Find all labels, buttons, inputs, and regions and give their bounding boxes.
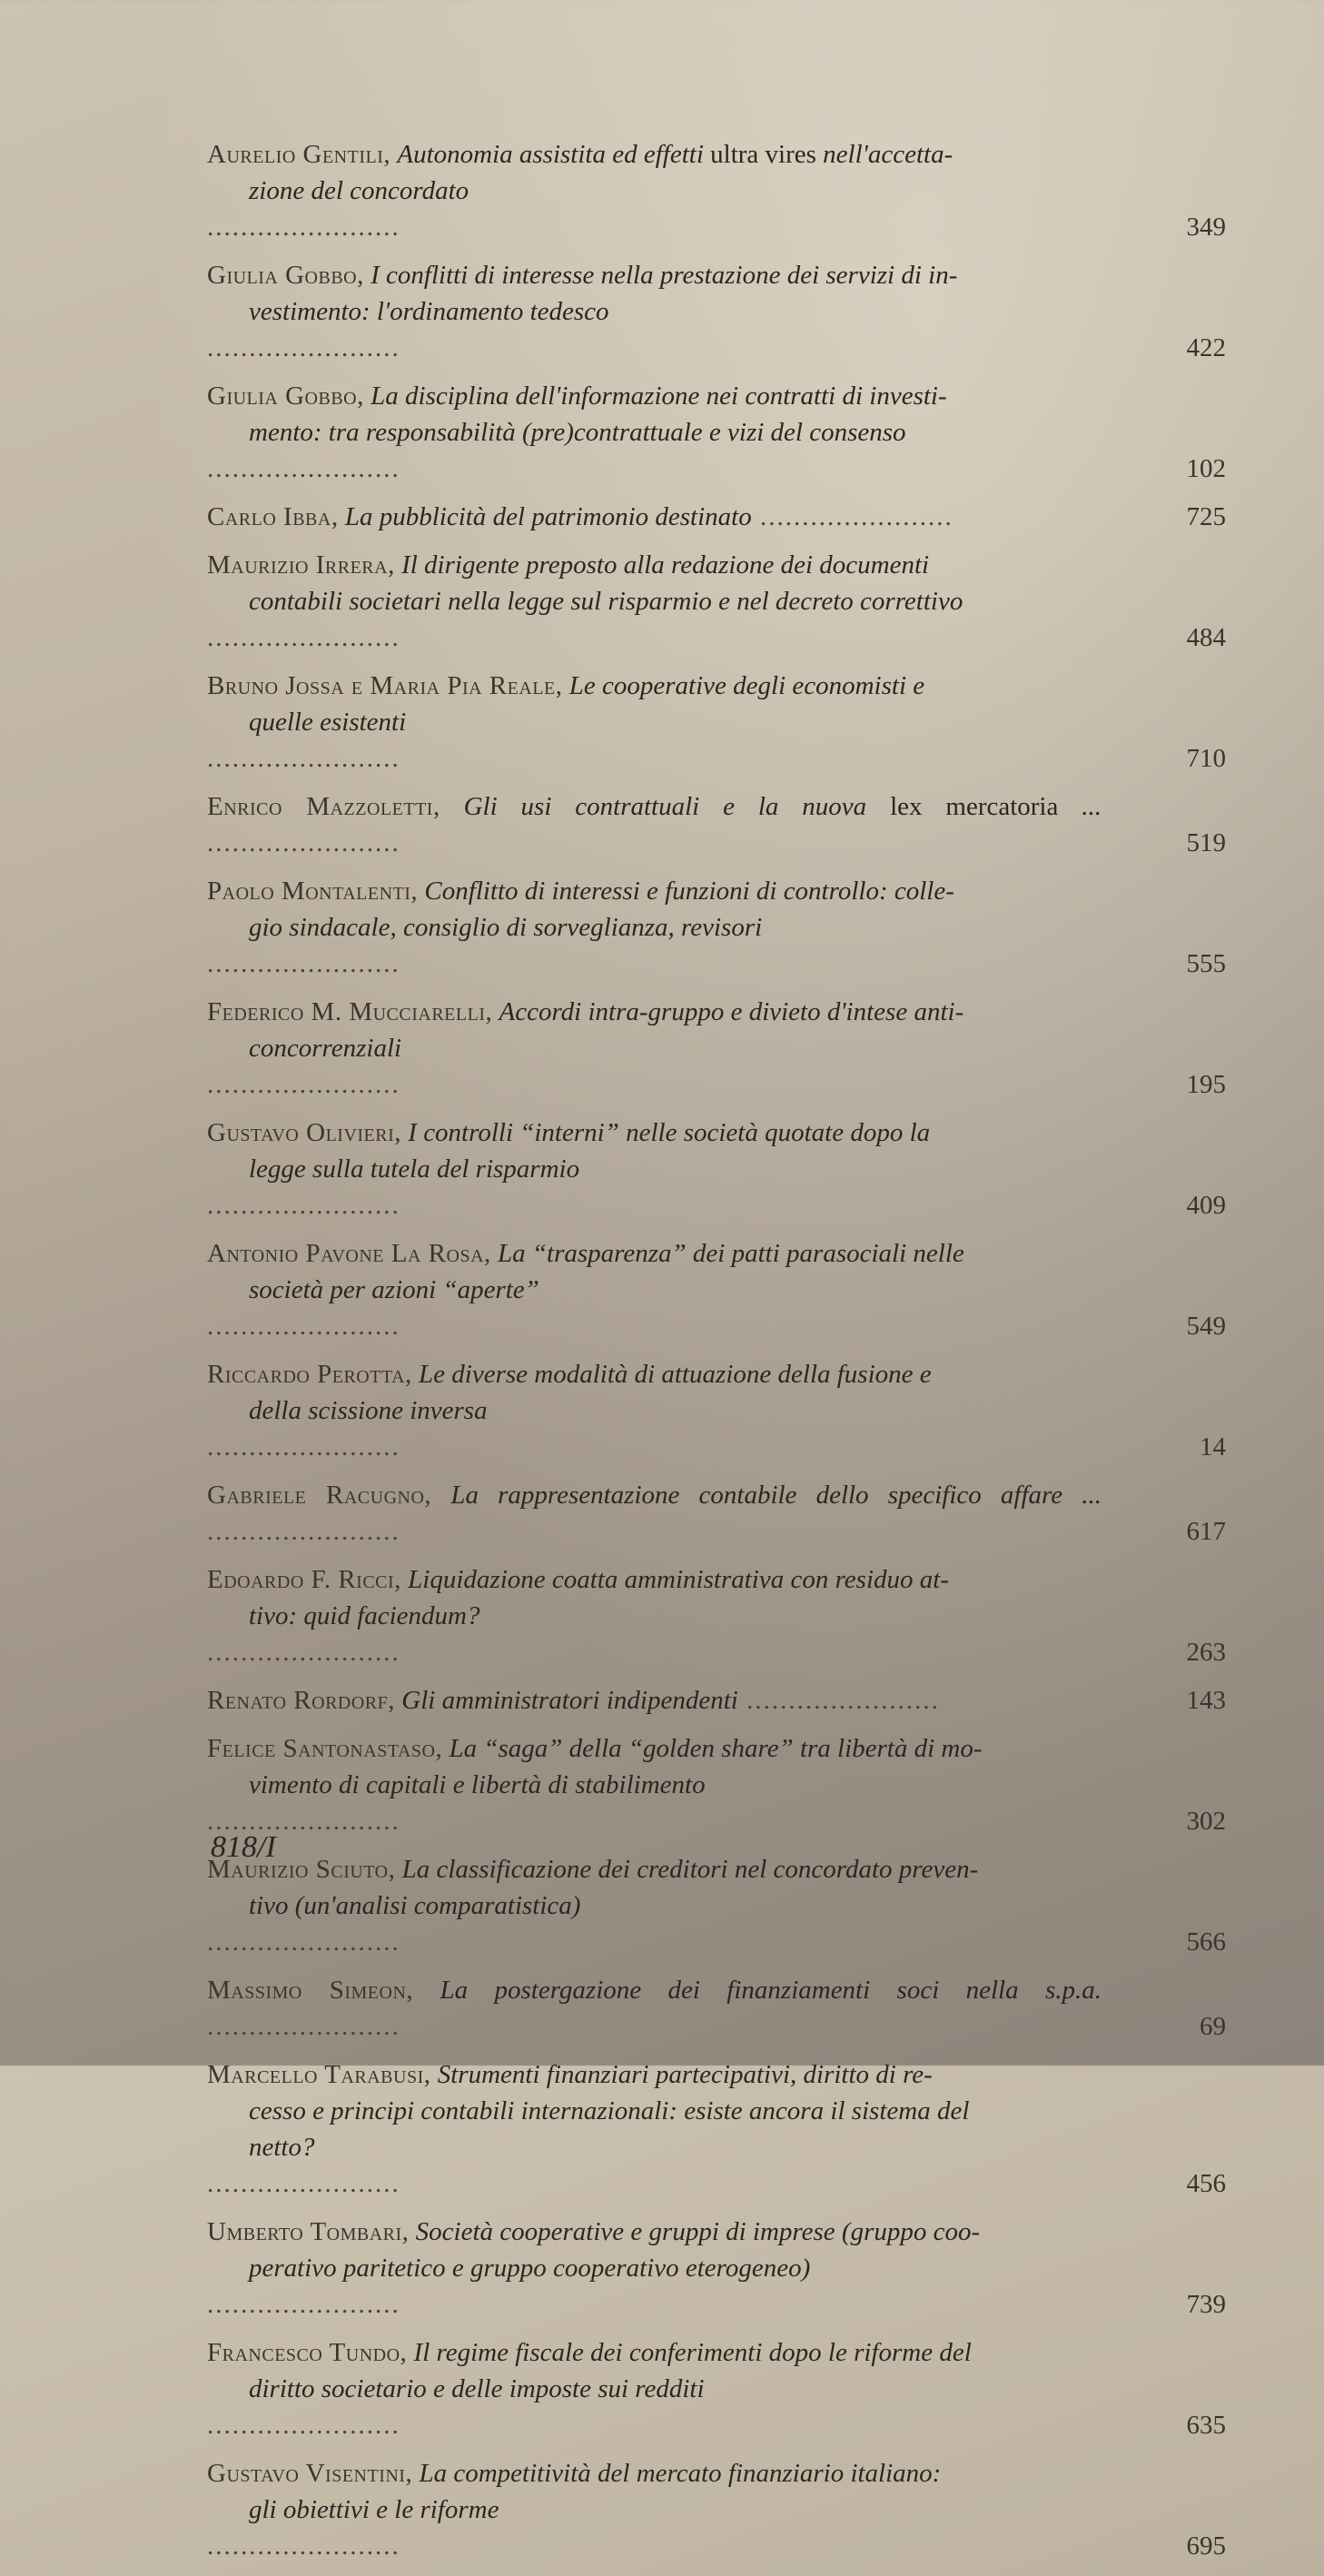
entry-title-part: Liquidazione coatta amministrativa con residuo at- [408,1565,949,1594]
entry-title-part: Le cooperative degli economisti e [568,671,925,700]
entry-author: Renato Rordorf, [207,1686,396,1715]
entry-author: Federico M. Mucciarelli, [207,997,493,1026]
entry-author: Bruno Jossa e Maria Pia Reale, [207,671,563,700]
leader-dots: ....................... [207,1070,400,1099]
entry-author: Antonio Pavone La Rosa, [207,1239,491,1268]
entry-title-part: Conflitto di interessi e funzioni di controllo: colle- [424,877,954,906]
entry-title-part: di interesse nella prestazione dei servizi di in- [468,261,958,290]
entry-title-part: La classificazione dei creditori nel concordato preven- [401,1855,979,1884]
leader-dots: ....................... [207,2169,400,2198]
entry-title-continuation: della scissione inversa [249,1396,488,1425]
toc-entry [207,994,1233,1103]
entry-title-continuation: perativo paritetico e gruppo cooperativo eterogeneo) [249,2254,811,2283]
entry-page-number: 555 [1186,949,1226,978]
leader-dots: ....................... [207,2012,400,2041]
entry-author: Maurizio Irrera, [207,550,395,580]
entry-page-number: 635 [1186,2411,1226,2440]
entry-title-continuation: quelle esistenti [249,708,407,737]
entry-title-continuation: concorrenziali [249,1034,402,1063]
leader-dots: ....................... [207,623,400,652]
entry-title-part: ultra vires [703,140,824,169]
toc-entry [207,378,1233,487]
entry-title-part: Gli amministratori indipendenti [401,1686,738,1715]
entry-title-part: nell'accetta- [823,140,953,169]
entry-author: Giulia Gobbo, [207,381,364,411]
entry-author: Felice Santonastaso, [207,1734,443,1763]
entry-title-continuation: gio sindacale, consiglio di sorveglianza, revisori [249,913,763,942]
toc-entry [207,2455,1233,2564]
toc-entry [207,2056,1233,2202]
entry-title-part: dell'informazione nei contratti di investi- [509,381,947,411]
entry-title-part: I conflitti [371,261,469,290]
entry-title-part: La competitività del mercato finanziario italiano: [419,2459,942,2488]
leader-dots: ....................... [207,2531,400,2561]
entry-title-continuation: mento: tra responsabilità (pre)contrattuale e vizi del consenso [249,418,906,447]
entry-title-continuation: legge sulla tutela del risparmio [249,1154,580,1184]
entry-page-number: 102 [1186,454,1226,483]
entry-page-number: 263 [1186,1638,1226,1667]
entry-title-continuation: contabili societari nella legge sul risparmio e nel decreto correttivo [249,587,963,616]
toc-entry [207,788,1233,861]
entry-title-part: Le diverse modalità di attuazione della fusione e [419,1360,932,1389]
entry-title-part: Il dirigente [401,550,519,580]
entry-page-number: 349 [1186,213,1226,242]
entry-author: Giulia Gobbo, [207,261,364,290]
entry-author: Maurizio Sciuto, [207,1855,396,1884]
entry-title-continuation: tivo (un'analisi comparatistica) [249,1891,581,1920]
entry-title-continuation: netto? [249,2133,315,2162]
toc-entry [207,1972,1233,2045]
leader-dots: ....................... [207,1432,400,1461]
leader-dots: ....................... [207,744,400,773]
entry-page-number: 195 [1186,1070,1226,1099]
toc-entry [207,1851,1233,1960]
leader-dots: ....................... [207,949,400,978]
entry-title-continuation: vimento di capitali e libertà di stabilimento [249,1770,706,1799]
entry-author: Aurelio Gentili, [207,140,391,169]
entry-page-number: 549 [1186,1312,1226,1341]
leader-dots: ....................... [751,502,953,531]
leader-dots: ....................... [207,1638,400,1667]
leader-dots: ....................... [207,2290,400,2319]
entry-title-part: ... [1082,792,1102,821]
entry-title-continuation: gli obiettivi e le riforme [249,2495,499,2524]
entry-page-number: 566 [1186,1927,1226,1957]
leader-dots: ....................... [207,828,400,857]
toc-entry [207,1730,1233,1839]
entry-author: Umberto Tombari, [207,2217,410,2246]
page-folio: 818/I [211,1830,276,1864]
entry-title-part: Società cooperative e gruppi di imprese (gruppo coo- [415,2217,981,2246]
entry-page-number: 725 [1186,502,1226,531]
entry-author: Gustavo Olivieri, [207,1118,402,1147]
entry-page-number: 710 [1186,744,1226,773]
entry-title-part: lex mercatoria [866,792,1082,821]
entry-author: Gabriele Racugno, [207,1481,432,1510]
entry-page-number: 456 [1186,2169,1226,2198]
entry-title-part: Autonomia assistita ed effetti [397,140,704,169]
entry-title-continuation: tivo: quid faciendum? [249,1601,480,1630]
entry-author: Marcello Tarabusi, [207,2060,431,2089]
entry-title-part: Gli usi contrattuali e la nuova [463,792,867,821]
entry-title-continuation: zione del concordato [249,176,469,205]
toc-entry [207,1235,1233,1344]
entry-title-continuation: vestimento: l'ordinamento tedesco [249,297,609,326]
entry-page-number: 739 [1186,2290,1226,2319]
toc-entry [207,2214,1233,2323]
entry-page-number: 617 [1186,1517,1226,1546]
entry-title-part: La “saga” della “golden share” tra libertà di mo- [449,1734,983,1763]
entry-title-part: La pubblicità [344,502,487,531]
toc-entry [207,1115,1233,1224]
leader-dots: ....................... [207,213,400,242]
entry-author: Gustavo Visentini, [207,2459,413,2488]
entry-title-part: Strumenti finanziari partecipativi, diritto di re- [437,2060,933,2089]
entry-author: Massimo Simeon, [207,1976,414,2005]
entry-title-part: La rappresentazione contabile dello specifico affare [450,1481,1063,1510]
entry-title-continuation: cesso e principi contabili internazionali: esiste ancora il sistema del [249,2096,970,2125]
entry-title-part: La “trasparenza” dei patti parasociali nelle [498,1239,964,1268]
leader-dots: ....................... [207,2411,400,2440]
entry-author: Francesco Tundo, [207,2338,408,2367]
leader-dots: ....................... [207,1312,400,1341]
entry-page-number: 14 [1200,1432,1226,1461]
toc-entry [207,136,1233,245]
entry-page-number: 409 [1186,1191,1226,1220]
toc-entry [207,668,1233,777]
entry-page-number: 484 [1186,623,1226,652]
toc-entry [207,873,1233,982]
entry-page-number: 422 [1186,333,1226,362]
entry-page-number: 519 [1186,828,1226,857]
toc-entry [207,1356,1233,1465]
toc-entry [207,2334,1233,2443]
leader-dots: ....................... [737,1686,940,1715]
entry-title-part: La disciplina [371,381,509,411]
entry-author: Edoardo F. Ricci, [207,1565,401,1594]
entry-title-part: I controlli “interni” nelle società quotate dopo la [408,1118,931,1147]
entry-page-number: 69 [1200,2012,1226,2041]
leader-dots: ....................... [207,454,400,483]
entry-page-number: 143 [1186,1686,1226,1715]
table-of-contents [207,136,1233,2576]
toc-entry [207,1682,1233,1719]
toc-entry [207,1477,1233,1550]
toc-entry [207,1561,1233,1670]
entry-author: Enrico Mazzoletti, [207,792,440,821]
entry-author: Riccardo Perotta, [207,1360,412,1389]
toc-entry [207,257,1233,366]
toc-entry [207,547,1233,656]
leader-dots: ....................... [207,1807,400,1836]
leader-dots: ....................... [207,1517,400,1546]
entry-title-part: La postergazione dei finanziamenti soci nella s.p.a. [440,1976,1102,2005]
entry-page-number: 302 [1186,1807,1226,1836]
entry-title-part: ... [1062,1481,1102,1510]
entry-title-part: Accordi intra-gruppo e divieto d'intese anti- [499,997,964,1026]
entry-title-part: Il regime fiscale dei conferimenti dopo le riforme del [413,2338,972,2367]
leader-dots: ....................... [207,333,400,362]
entry-title-part: preposto alla redazione dei documenti [519,550,930,580]
entry-author: Paolo Montalenti, [207,877,419,906]
entry-author: Carlo Ibba, [207,502,339,531]
entry-title-continuation: diritto societario e delle imposte sui redditi [249,2374,705,2403]
leader-dots: ....................... [207,1927,400,1957]
entry-title-continuation: società per azioni “aperte” [249,1275,539,1304]
toc-entry [207,499,1233,535]
entry-page-number: 695 [1186,2531,1226,2561]
leader-dots: ....................... [207,1191,400,1220]
entry-title-part: del patrimonio destinato [486,502,752,531]
